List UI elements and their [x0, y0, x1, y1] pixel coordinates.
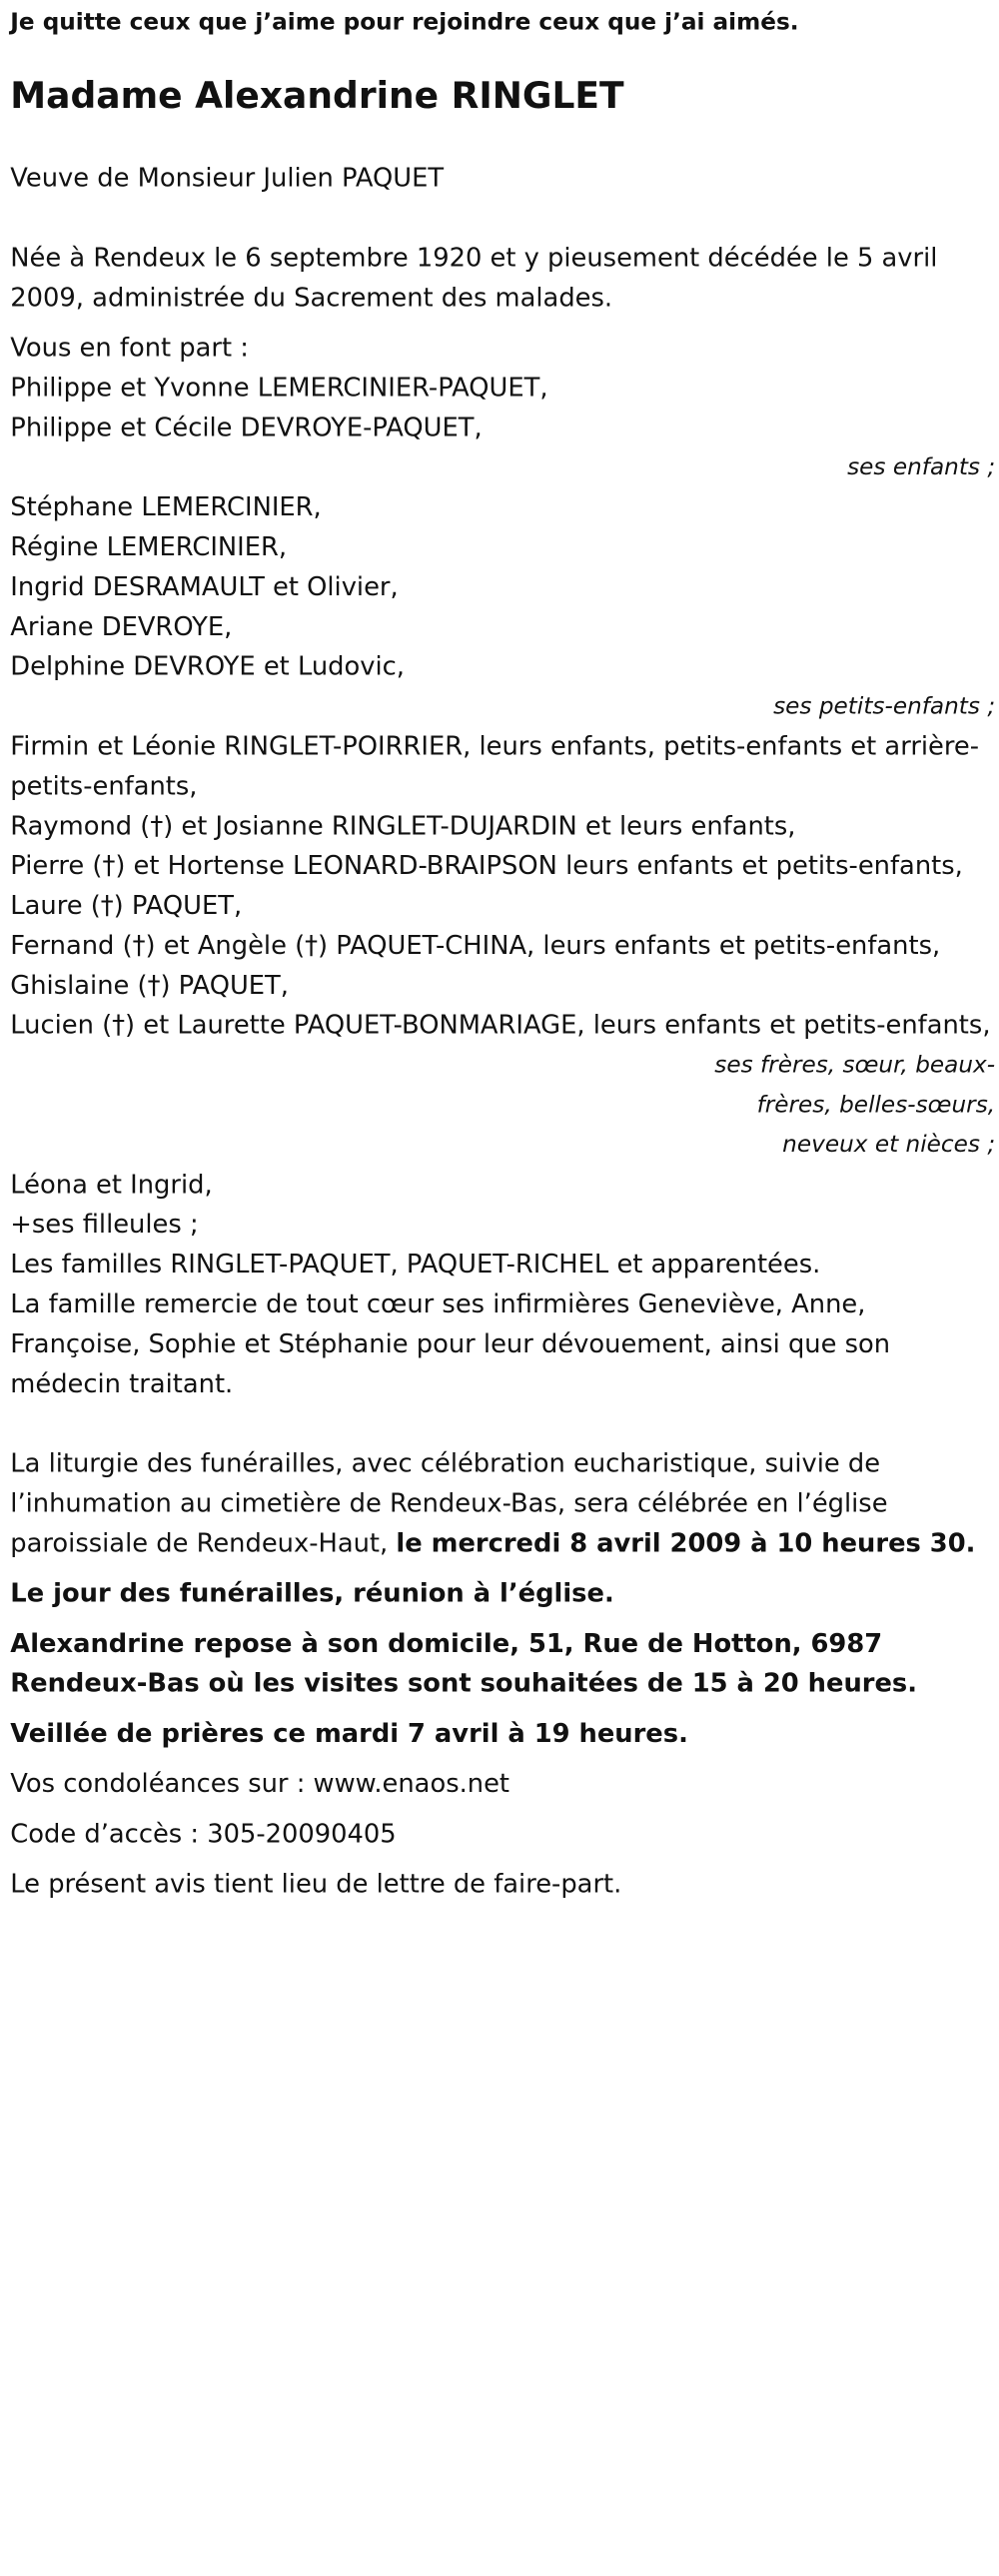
sibling-item: Ghislaine (†) PAQUET,	[10, 969, 289, 1001]
sibling-item: Lucien (†) et Laurette PAQUET-BONMARIAGE, leurs enfants et petits-enfants,	[10, 1009, 991, 1041]
grandchild-item: Ariane DEVROYE,	[10, 610, 233, 642]
thanks-text: La famille remercie de tout cœur ses infirmières Geneviève, Anne, Françoise, Sophie et Stéphanie pour leur dévouement, ainsi que son médecin traitant.	[10, 1288, 891, 1399]
grandchild-item: Régine LEMERCINIER,	[10, 530, 288, 562]
announce-line: Vous en font part :	[10, 332, 249, 363]
grandchild-item: Delphine DEVROYE et Ludovic,	[10, 650, 405, 682]
liturgy-date: le mercredi 8 avril 2009 à 10 heures 30.	[396, 1526, 976, 1558]
children-role: ses enfants ;	[847, 453, 996, 481]
meeting-line: Le jour des funérailles, réunion à l’église.	[10, 1577, 614, 1609]
vigil-line: Veillée de prières ce mardi 7 avril à 19 heures.	[10, 1717, 688, 1749]
sibling-item: Fernand (†) et Angèle (†) PAQUET-CHINA, leurs enfants et petits-enfants,	[10, 929, 941, 961]
sibling-item: Firmin et Léonie RINGLET-POIRRIER, leurs enfants, petits-enfants et arrière-petits-enfants,	[10, 730, 980, 801]
sibling-item: Laure (†) PAQUET,	[10, 889, 243, 921]
children-item: Philippe et Cécile DEVROYE-PAQUET,	[10, 411, 483, 442]
liturgy-text	[10, 1443, 995, 1563]
families-line: Les familles RINGLET-PAQUET, PAQUET-RICHEL et apparentées.	[10, 1248, 821, 1280]
grandchild-item: Ingrid DESRAMAULT et Olivier,	[10, 570, 399, 602]
siblings-role: ses frères, sœur, beaux-frères, belles-sœurs, neveux et nièces ;	[714, 1051, 996, 1159]
godchildren-item: +ses filleules ;	[10, 1208, 199, 1240]
grandchild-item: Stéphane LEMERCINIER,	[10, 490, 322, 522]
notice-line: Le présent avis tient lieu de lettre de faire-part.	[10, 1868, 622, 1899]
godchildren-item: Léona et Ingrid,	[10, 1168, 213, 1200]
access-code-line: Code d’accès : 305-20090405	[10, 1817, 397, 1849]
deceased-name: Madame Alexandrine RINGLET	[10, 74, 624, 118]
liturgy-body: La liturgie des funérailles, avec célébration eucharistique, suivie de l’inhumation au cimetière de Rendeux-Bas, sera célébrée en l’église paroissiale de Rendeux-Haut,	[10, 1447, 888, 1558]
birth-death-text: Née à Rendeux le 6 septembre 1920 et y pieusement décédée le 5 avril 2009, administrée du Sacrement des malades.	[10, 241, 938, 313]
epigraph: Je quitte ceux que j’aime pour rejoindre ceux que j’ai aimés.	[10, 9, 799, 37]
sibling-item: Pierre (†) et Hortense LEONARD-BRAIPSON leurs enfants et petits-enfants,	[10, 849, 963, 881]
condolences-line: Vos condoléances sur : www.enaos.net	[10, 1767, 510, 1799]
rest-text: Alexandrine repose à son domicile, 51, Rue de Hotton, 6987 Rendeux-Bas où les visites sont souhaitées de 15 à 20 heures.	[10, 1627, 918, 1699]
obituary-content	[10, 0, 995, 1904]
children-item: Philippe et Yvonne LEMERCINIER-PAQUET,	[10, 371, 548, 403]
grandchildren-role: ses petits-enfants ;	[773, 692, 996, 720]
sibling-item: Raymond (†) et Josianne RINGLET-DUJARDIN et leurs enfants,	[10, 809, 796, 841]
widow-line: Veuve de Monsieur Julien PAQUET	[10, 162, 445, 194]
